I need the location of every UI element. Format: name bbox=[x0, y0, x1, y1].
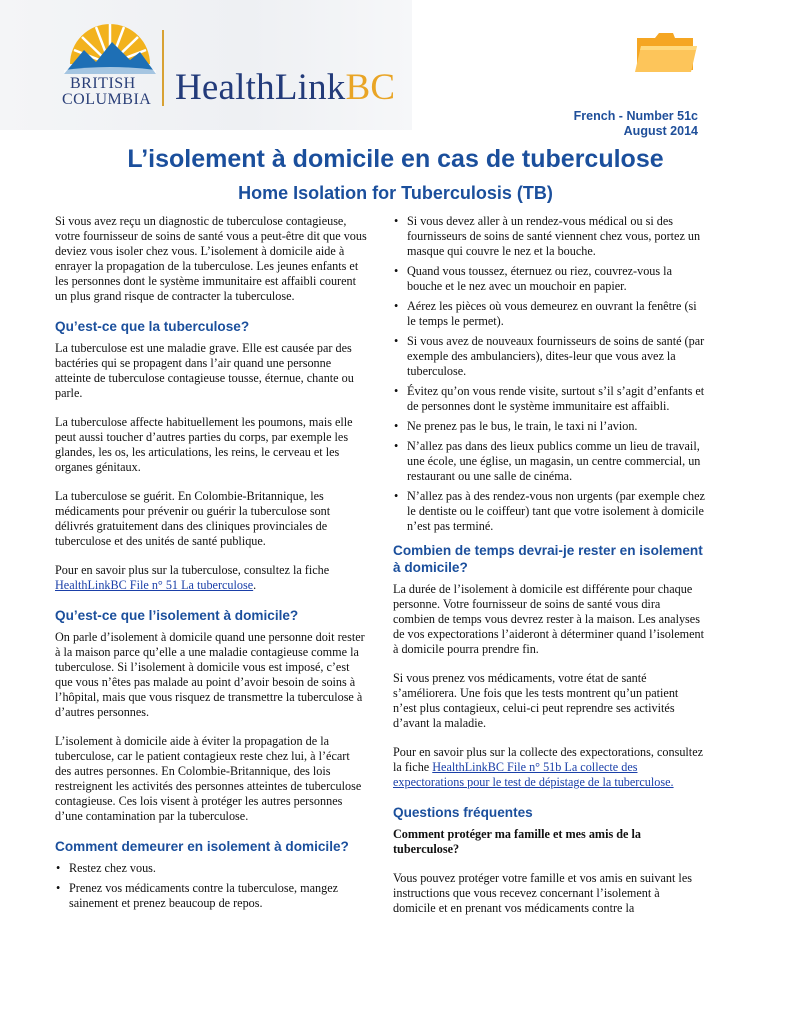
isolation-paragraph-1: On parle d’isolement à domicile quand une personne doit rester à la maison parce qu’elle a une maladie contagieuse comme la tuberculose. Si l’isolement à domicile vous est imposé, c’est que vous n’êtes pas malade au point d’avoir besoin de soins à l’hôpital, mais que vous risquez de transmettre la tuberculose à d’autres personnes. bbox=[55, 630, 365, 719]
list-item: • Prenez vos médicaments contre la tuberculose, mangez sainement et prenez beaucoup de repos. bbox=[55, 881, 367, 911]
tb-paragraph-3: La tuberculose se guérit. En Colombie-Britannique, les médicaments pour prévenir ou guérir la tuberculose sont délivrés gratuitement dans des cliniques provinciales de tuberculose et des unités de santé publique. bbox=[55, 489, 331, 548]
list-item: • Si vous avez de nouveaux fournisseurs de soins de santé (par exemple des ambulanciers), dites-leur que vous avez la tuberculose. bbox=[393, 334, 705, 379]
section-heading-what-is-tb: Qu’est-ce que la tuberculose? bbox=[55, 319, 250, 334]
list-item: • Ne prenez pas le bus, le train, le taxi ni l’avion. bbox=[393, 419, 705, 434]
tb-p4-end: . bbox=[253, 578, 257, 592]
tb-paragraph-2: La tuberculose affecte habituellement les poumons, mais elle peut aussi toucher d’autres parties du corps, par exemple les glandes, les os, les articulations, les reins, le cerveau et les organes génitaux. bbox=[55, 415, 353, 474]
list-item: • Quand vous toussez, éternuez ou riez, couvrez-vous la bouche et le nez avec un mouchoir en papier. bbox=[393, 264, 705, 294]
section-heading-faq: Questions fréquentes bbox=[393, 805, 533, 820]
page-subtitle: Home Isolation for Tuberculosis (TB) bbox=[238, 183, 553, 203]
bc-wordmark bbox=[62, 76, 151, 108]
duration-paragraph-1: La durée de l’isolement à domicile est différente pour chaque personne. Votre fournisseur de soins de santé vous dira combien de temps vous devrez rester à la maison. Les analyses de vos expectorations l’aideront à déterminer quand l’isolement à domicile pourra prendre fin. bbox=[393, 582, 705, 656]
bc-wordmark-line1: BRITISH bbox=[70, 75, 136, 92]
healthlinkbc-logo bbox=[175, 66, 395, 109]
list-item: • Évitez qu’on vous rende visite, surtout s’il s’agit d’enfants et de personnes dont le système immunitaire est affaibli. bbox=[393, 384, 705, 414]
intro-paragraph: Si vous avez reçu un diagnostic de tuberculose contagieuse, votre fournisseur de soins de santé vous a peut-être dit que vous deviez vous isoler chez vous. L’isolement à domicile aide à enrayer la propagation de la tuberculose. Les jeunes enfants et les personnes dont le système immunitaire est affaibli courent un plus grand risque de contracter la tuberculose. bbox=[55, 214, 367, 303]
tb-paragraph-4 bbox=[55, 563, 367, 593]
link-file-51[interactable]: HealthLinkBC File n° 51 La tuberculose bbox=[55, 578, 254, 592]
brand-main: HealthLink bbox=[175, 67, 346, 108]
duration-paragraph-3 bbox=[393, 745, 705, 790]
duration-paragraph-2: Si vous prenez vos médicaments, votre état de santé s’améliorera. Une fois que les tests montrent qu’un patient n’est plus contagieux, celui-ci peut reprendre ses activités d’avant la maladie. bbox=[393, 671, 679, 730]
isolation-rules-list bbox=[393, 214, 705, 534]
section-heading-how-to-isolate: Comment demeurer en isolement à domicile? bbox=[55, 839, 349, 854]
tb-p4-text: Pour en savoir plus sur la tuberculose, consultez la fiche bbox=[55, 563, 330, 577]
how-to-list bbox=[55, 861, 367, 911]
list-item: • N’allez pas dans des lieux publics comme un lieu de travail, une école, une église, un magasin, un centre commercial, un restaurant ou une salle de cinéma. bbox=[393, 439, 705, 484]
list-item: • Aérez les pièces où vous demeurez en ouvrant la fenêtre (si le temps le permet). bbox=[393, 299, 705, 329]
folder-icon bbox=[633, 30, 699, 74]
document-number: French - Number 51c bbox=[573, 109, 698, 123]
faq-question: Comment protéger ma famille et mes amis de la tuberculose? bbox=[393, 827, 641, 856]
brand-bc: BC bbox=[345, 67, 396, 108]
section-heading-what-is-isolation: Qu’est-ce que l’isolement à domicile? bbox=[55, 608, 299, 623]
dur-p3-text: Pour en savoir plus sur la collecte des expectorations, consultez la fiche bbox=[393, 745, 704, 774]
section-heading-duration: Combien de temps devrai-je rester en isolement à domicile? bbox=[393, 543, 703, 575]
page-title: L’isolement à domicile en cas de tuberculose bbox=[127, 145, 664, 173]
bc-wordmark-line2: COLUMBIA bbox=[62, 91, 152, 108]
document-meta bbox=[574, 109, 698, 139]
left-column bbox=[55, 214, 367, 919]
list-item: • N’allez pas à des rendez-vous non urgents (par exemple chez le dentiste ou le coiffeur) tant que votre isolement à domicile n’est pas terminé. bbox=[393, 489, 705, 534]
tb-paragraph-1: La tuberculose est une maladie grave. Elle est causée par des bactéries qui se propagent dans l’air quand une personne atteinte de tuberculose contagieuse tousse, éternue, chante ou parle. bbox=[55, 341, 354, 400]
faq-answer: Vous pouvez protéger votre famille et vos amis en suivant les instructions que vous recevez concernant l’isolement à domicile et en prenant vos médicaments contre la bbox=[393, 871, 692, 915]
list-item: • Restez chez vous. bbox=[55, 861, 367, 876]
isolation-paragraph-2: L’isolement à domicile aide à éviter la propagation de la tuberculose, car le patient contagieux reste chez lui, à l’écart des autres personnes. En Colombie-Britannique, des lois restreignent les activités des personnes atteintes de tuberculose contagieuse. Ces lois visent à protéger les autres personnes d’une contamination par la tuberculose. bbox=[55, 734, 362, 823]
document-date: August 2014 bbox=[623, 124, 698, 138]
right-column bbox=[393, 214, 705, 930]
logo-divider bbox=[162, 30, 164, 106]
link-file-51b[interactable]: HealthLinkBC File n° 51b La collecte des expectorations pour le test de dépistage de la tuberculose. bbox=[393, 760, 674, 789]
list-item: • Si vous devez aller à un rendez-vous médical ou si des fournisseurs de soins de santé viennent chez vous, portez un masque qui couvre le nez et la bouche. bbox=[393, 214, 705, 259]
